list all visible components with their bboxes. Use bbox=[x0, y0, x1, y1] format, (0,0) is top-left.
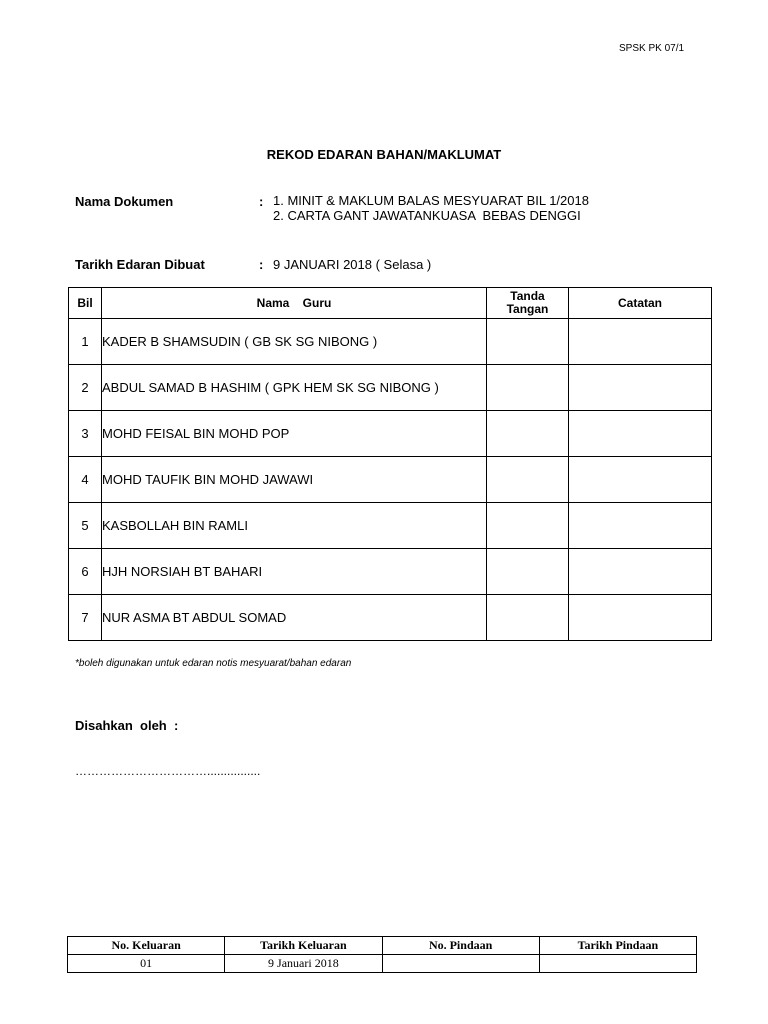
table-row bbox=[69, 457, 712, 503]
row-nama: KADER B SHAMSUDIN ( GB SK SG NIBONG ) bbox=[102, 319, 487, 365]
table-row bbox=[69, 549, 712, 595]
header-tarikh-pindaan: Tarikh Pindaan bbox=[539, 937, 696, 955]
revision-value-row bbox=[68, 955, 697, 973]
row-bil: 4 bbox=[69, 457, 102, 503]
row-notes-cell[interactable] bbox=[569, 503, 712, 549]
table-row bbox=[69, 365, 712, 411]
row-bil: 1 bbox=[69, 319, 102, 365]
row-signature-cell[interactable] bbox=[487, 457, 569, 503]
row-nama: HJH NORSIAH BT BAHARI bbox=[102, 549, 487, 595]
doc-name-label: Nama Dokumen bbox=[75, 194, 174, 209]
header-catatan: Catatan bbox=[569, 288, 712, 319]
row-notes-cell[interactable] bbox=[569, 549, 712, 595]
header-no-keluaran: No. Keluaran bbox=[68, 937, 225, 955]
row-nama: MOHD TAUFIK BIN MOHD JAWAWI bbox=[102, 457, 487, 503]
revision-header-row bbox=[68, 937, 697, 955]
row-bil: 2 bbox=[69, 365, 102, 411]
header-no-pindaan: No. Pindaan bbox=[382, 937, 539, 955]
row-bil: 5 bbox=[69, 503, 102, 549]
usage-note: *boleh digunakan untuk edaran notis mesyuarat/bahan edaran bbox=[75, 658, 352, 669]
row-signature-cell[interactable] bbox=[487, 549, 569, 595]
row-signature-cell[interactable] bbox=[487, 503, 569, 549]
value-no-pindaan bbox=[382, 955, 539, 973]
row-nama: KASBOLLAH BIN RAMLI bbox=[102, 503, 487, 549]
row-nama: ABDUL SAMAD B HASHIM ( GPK HEM SK SG NIBONG ) bbox=[102, 365, 487, 411]
value-tarikh-pindaan bbox=[539, 955, 696, 973]
row-bil: 6 bbox=[69, 549, 102, 595]
circulation-date-colon: : bbox=[259, 257, 264, 272]
approval-label: Disahkan oleh : bbox=[75, 718, 179, 733]
header-tanda-line1: Tanda bbox=[510, 289, 545, 303]
row-nama: MOHD FEISAL BIN MOHD POP bbox=[102, 411, 487, 457]
header-tanda-line2: Tangan bbox=[506, 302, 549, 316]
row-notes-cell[interactable] bbox=[569, 319, 712, 365]
circulation-date-label: Tarikh Edaran Dibuat bbox=[75, 257, 205, 272]
value-tarikh-keluaran: 9 Januari 2018 bbox=[225, 955, 382, 973]
table-row bbox=[69, 503, 712, 549]
row-notes-cell[interactable] bbox=[569, 595, 712, 641]
row-signature-cell[interactable] bbox=[487, 365, 569, 411]
row-signature-cell[interactable] bbox=[487, 411, 569, 457]
doc-name-colon: : bbox=[259, 194, 264, 209]
row-notes-cell[interactable] bbox=[569, 411, 712, 457]
table-row bbox=[69, 595, 712, 641]
header-nama-guru: Nama Guru bbox=[102, 288, 487, 319]
row-notes-cell[interactable] bbox=[569, 365, 712, 411]
row-bil: 7 bbox=[69, 595, 102, 641]
header-bil: Bil bbox=[69, 288, 102, 319]
revision-table bbox=[67, 936, 697, 973]
header-tanda-tangan bbox=[487, 288, 569, 319]
header-tarikh-keluaran: Tarikh Keluaran bbox=[225, 937, 382, 955]
document-title: REKOD EDARAN BAHAN/MAKLUMAT bbox=[266, 147, 502, 162]
value-no-keluaran: 01 bbox=[68, 955, 225, 973]
table-row bbox=[69, 319, 712, 365]
table-header-row bbox=[69, 288, 712, 319]
row-nama: NUR ASMA BT ABDUL SOMAD bbox=[102, 595, 487, 641]
circulation-date-value: 9 JANUARI 2018 ( Selasa ) bbox=[273, 257, 432, 272]
row-signature-cell[interactable] bbox=[487, 319, 569, 365]
document-ref-code: SPSK PK 07/1 bbox=[619, 43, 685, 54]
row-bil: 3 bbox=[69, 411, 102, 457]
distribution-table bbox=[68, 287, 712, 641]
row-notes-cell[interactable] bbox=[569, 457, 712, 503]
row-signature-cell[interactable] bbox=[487, 595, 569, 641]
doc-name-item-2: 2. CARTA GANT JAWATANKUASA BEBAS DENGGI bbox=[273, 208, 581, 223]
doc-name-item-1: 1. MINIT & MAKLUM BALAS MESYUARAT BIL 1/2018 bbox=[273, 193, 589, 208]
table-row bbox=[69, 411, 712, 457]
signature-line: ……………………………................ bbox=[75, 764, 261, 778]
